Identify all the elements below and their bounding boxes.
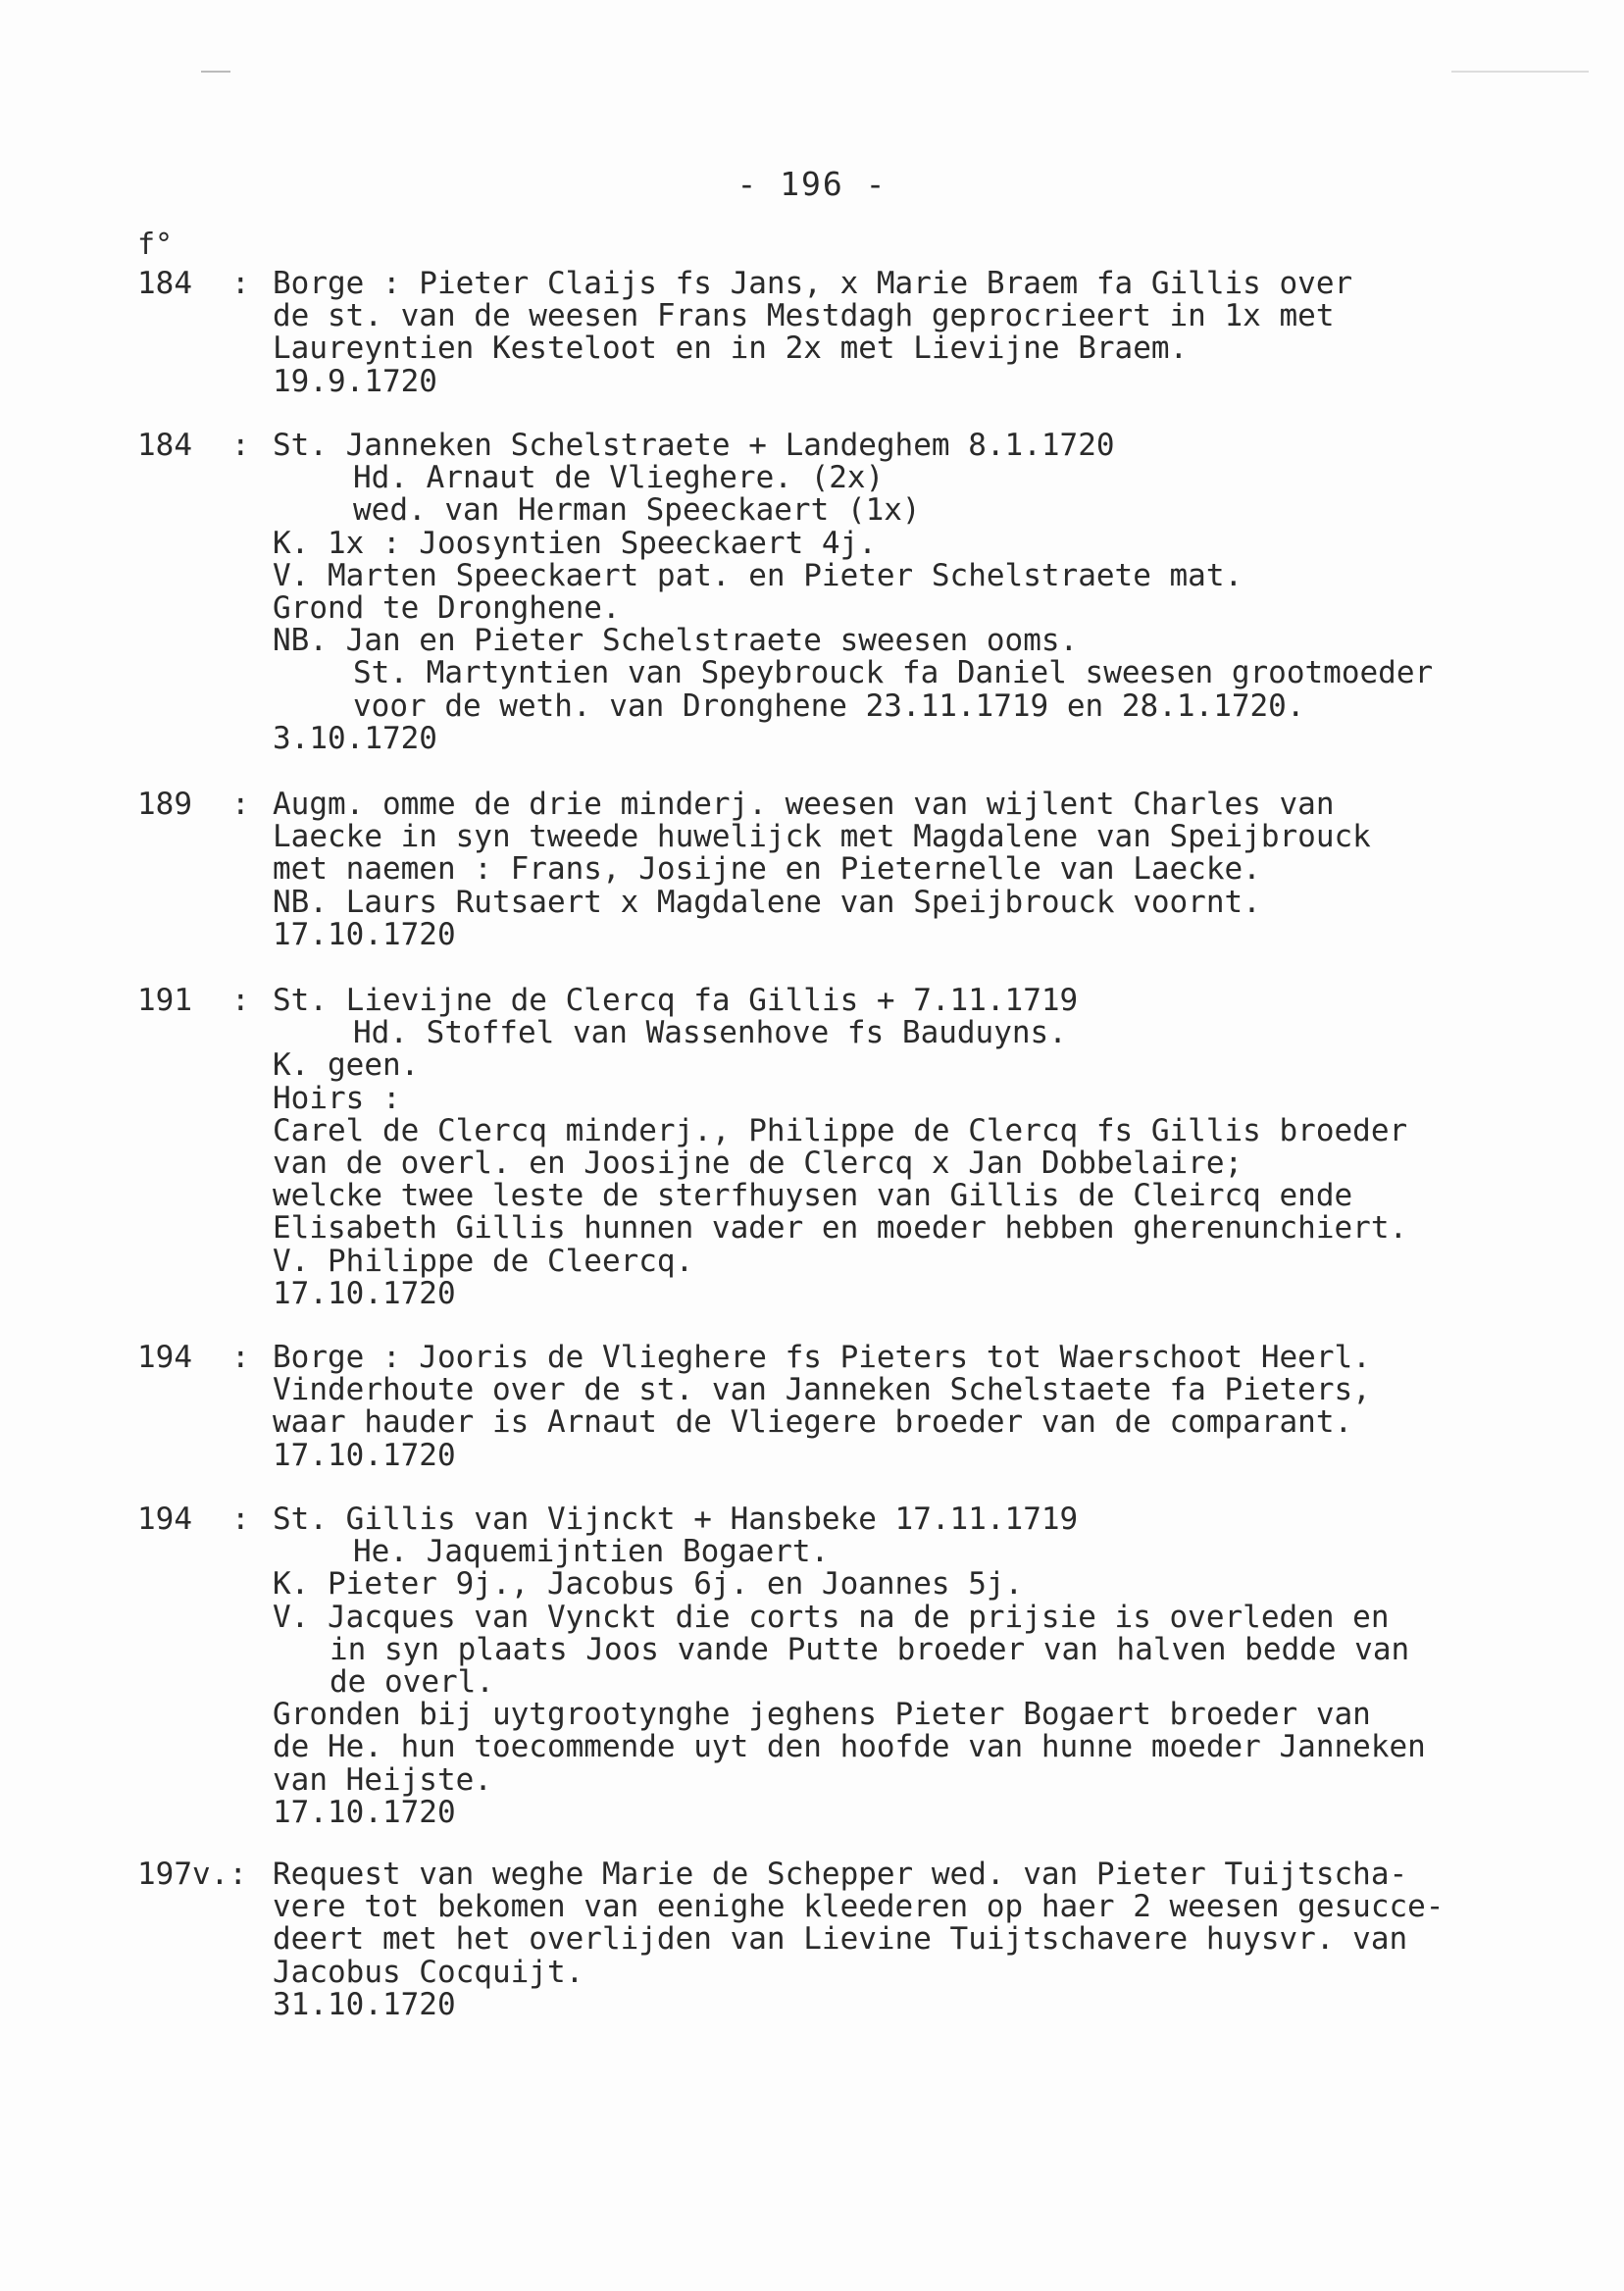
scan-artifact <box>201 71 230 73</box>
entry-text-line: van de overl. en Joosijne de Clercq x Jan Dobbelaire; <box>273 1146 1243 1181</box>
entry-text-line: Gronden bij uytgrootynghe jeghens Pieter Bogaert broeder van <box>273 1697 1371 1732</box>
entry-text-line: van Heijste. <box>273 1762 492 1798</box>
entry-text-line: Laecke in syn tweede huwelijck met Magdalene van Speijbrouck <box>273 819 1371 854</box>
entry-text-line: 17.10.1720 <box>273 1795 456 1830</box>
folio-separator: : <box>231 266 250 301</box>
entry-text-line: waar hauder is Arnaut de Vliegere broeder van de comparant. <box>273 1404 1353 1440</box>
entry-text-line: Borge : Jooris de Vlieghere fs Pieters tot Waerschoot Heerl. <box>273 1340 1371 1375</box>
page-number: - 196 - <box>736 165 888 203</box>
entry-text-line: Augm. omme de drie minderj. weesen van wijlent Charles van <box>273 787 1335 822</box>
entry-text-line: St. Janneken Schelstraete + Landeghem 8.1.1720 <box>273 428 1115 463</box>
entry-text-line: de st. van de weesen Frans Mestdagh geprocrieert in 1x met <box>273 298 1335 333</box>
entry-text-line: Hd. Arnaut de Vlieghere. (2x) <box>353 460 885 495</box>
entry-text-line: 31.10.1720 <box>273 1987 456 2022</box>
entry-text-line: Carel de Clercq minderj., Philippe de Clercq fs Gillis broeder <box>273 1113 1408 1148</box>
entry-text-line: 3.10.1720 <box>273 721 437 756</box>
folio-number: 194 <box>137 1340 192 1375</box>
entry-text-line: Request van weghe Marie de Schepper wed. van Pieter Tuijtscha- <box>273 1857 1408 1892</box>
folio-column-header: f° <box>137 228 174 262</box>
folio-number: 184 <box>137 266 192 301</box>
entry-text-line: 17.10.1720 <box>273 917 456 952</box>
entry-text-line: Elisabeth Gillis hunnen vader en moeder hebben gherenunchiert. <box>273 1210 1408 1246</box>
entry-text-line: NB. Jan en Pieter Schelstraete sweesen ooms. <box>273 623 1079 658</box>
folio-separator: : <box>231 1502 250 1537</box>
entry-text-line: Laureyntien Kesteloot en in 2x met Lievijne Braem. <box>273 331 1189 366</box>
entry-text-line: Jacobus Cocquijt. <box>273 1955 584 1990</box>
entry-text-line: St. Lievijne de Clercq fa Gillis + 7.11.1719 <box>273 983 1079 1018</box>
folio-number: 184 <box>137 428 192 463</box>
entry-text-line: in syn plaats Joos vande Putte broeder van halven bedde van <box>330 1632 1410 1667</box>
folio-separator: : <box>231 1340 250 1375</box>
folio-number: 194 <box>137 1502 192 1537</box>
folio-number: 191 <box>137 983 192 1018</box>
entry-text-line: vere tot bekomen van eenighe kleederen op haer 2 weesen gesucce- <box>273 1889 1445 1924</box>
entry-text-line: Vinderhoute over de st. van Janneken Schelstaete fa Pieters, <box>273 1372 1371 1407</box>
entry-text-line: K. Pieter 9j., Jacobus 6j. en Joannes 5j. <box>273 1566 1024 1602</box>
entry-text-line: V. Philippe de Cleercq. <box>273 1244 694 1279</box>
scan-artifact <box>1451 71 1589 73</box>
entry-text-line: welcke twee leste de sterfhuysen van Gillis de Cleircq ende <box>273 1178 1353 1213</box>
entry-text-line: NB. Laurs Rutsaert x Magdalene van Speijbrouck voornt. <box>273 885 1261 920</box>
entry-text-line: de overl. <box>330 1664 494 1700</box>
entry-text-line: voor de weth. van Dronghene 23.11.1719 en 28.1.1720. <box>353 688 1305 724</box>
entry-text-line: deert met het overlijden van Lievine Tuijtschavere huysvr. van <box>273 1921 1408 1957</box>
entry-text-line: Borge : Pieter Claijs fs Jans, x Marie Braem fa Gillis over <box>273 266 1353 301</box>
entry-text-line: met naemen : Frans, Josijne en Pieternelle van Laecke. <box>273 851 1261 887</box>
entry-text-line: 17.10.1720 <box>273 1276 456 1311</box>
entry-text-line: K. geen. <box>273 1047 420 1083</box>
entry-text-line: V. Jacques van Vynckt die corts na de prijsie is overleden en <box>273 1600 1390 1635</box>
entry-text-line: Hd. Stoffel van Wassenhove fs Bauduyns. <box>353 1015 1067 1050</box>
folio-number: 189 <box>137 787 192 822</box>
folio-number: 197v.: <box>137 1857 247 1892</box>
entry-text-line: K. 1x : Joosyntien Speeckaert 4j. <box>273 526 877 561</box>
entry-text-line: 17.10.1720 <box>273 1438 456 1473</box>
entry-text-line: St. Martyntien van Speybrouck fa Daniel sweesen grootmoeder <box>353 655 1434 690</box>
folio-separator: : <box>231 983 250 1018</box>
entry-text-line: He. Jaquemijntien Bogaert. <box>353 1534 830 1569</box>
entry-text-line: V. Marten Speeckaert pat. en Pieter Schelstraete mat. <box>273 558 1243 593</box>
entry-text-line: Hoirs : <box>273 1081 401 1116</box>
folio-separator: : <box>231 787 250 822</box>
entry-text-line: 19.9.1720 <box>273 364 437 399</box>
entry-text-line: de He. hun toecommende uyt den hoofde van hunne moeder Janneken <box>273 1729 1426 1764</box>
entry-text-line: wed. van Herman Speeckaert (1x) <box>353 492 921 528</box>
entry-text-line: Grond te Dronghene. <box>273 590 621 626</box>
entry-text-line: St. Gillis van Vijnckt + Hansbeke 17.11.1719 <box>273 1502 1079 1537</box>
folio-separator: : <box>231 428 250 463</box>
